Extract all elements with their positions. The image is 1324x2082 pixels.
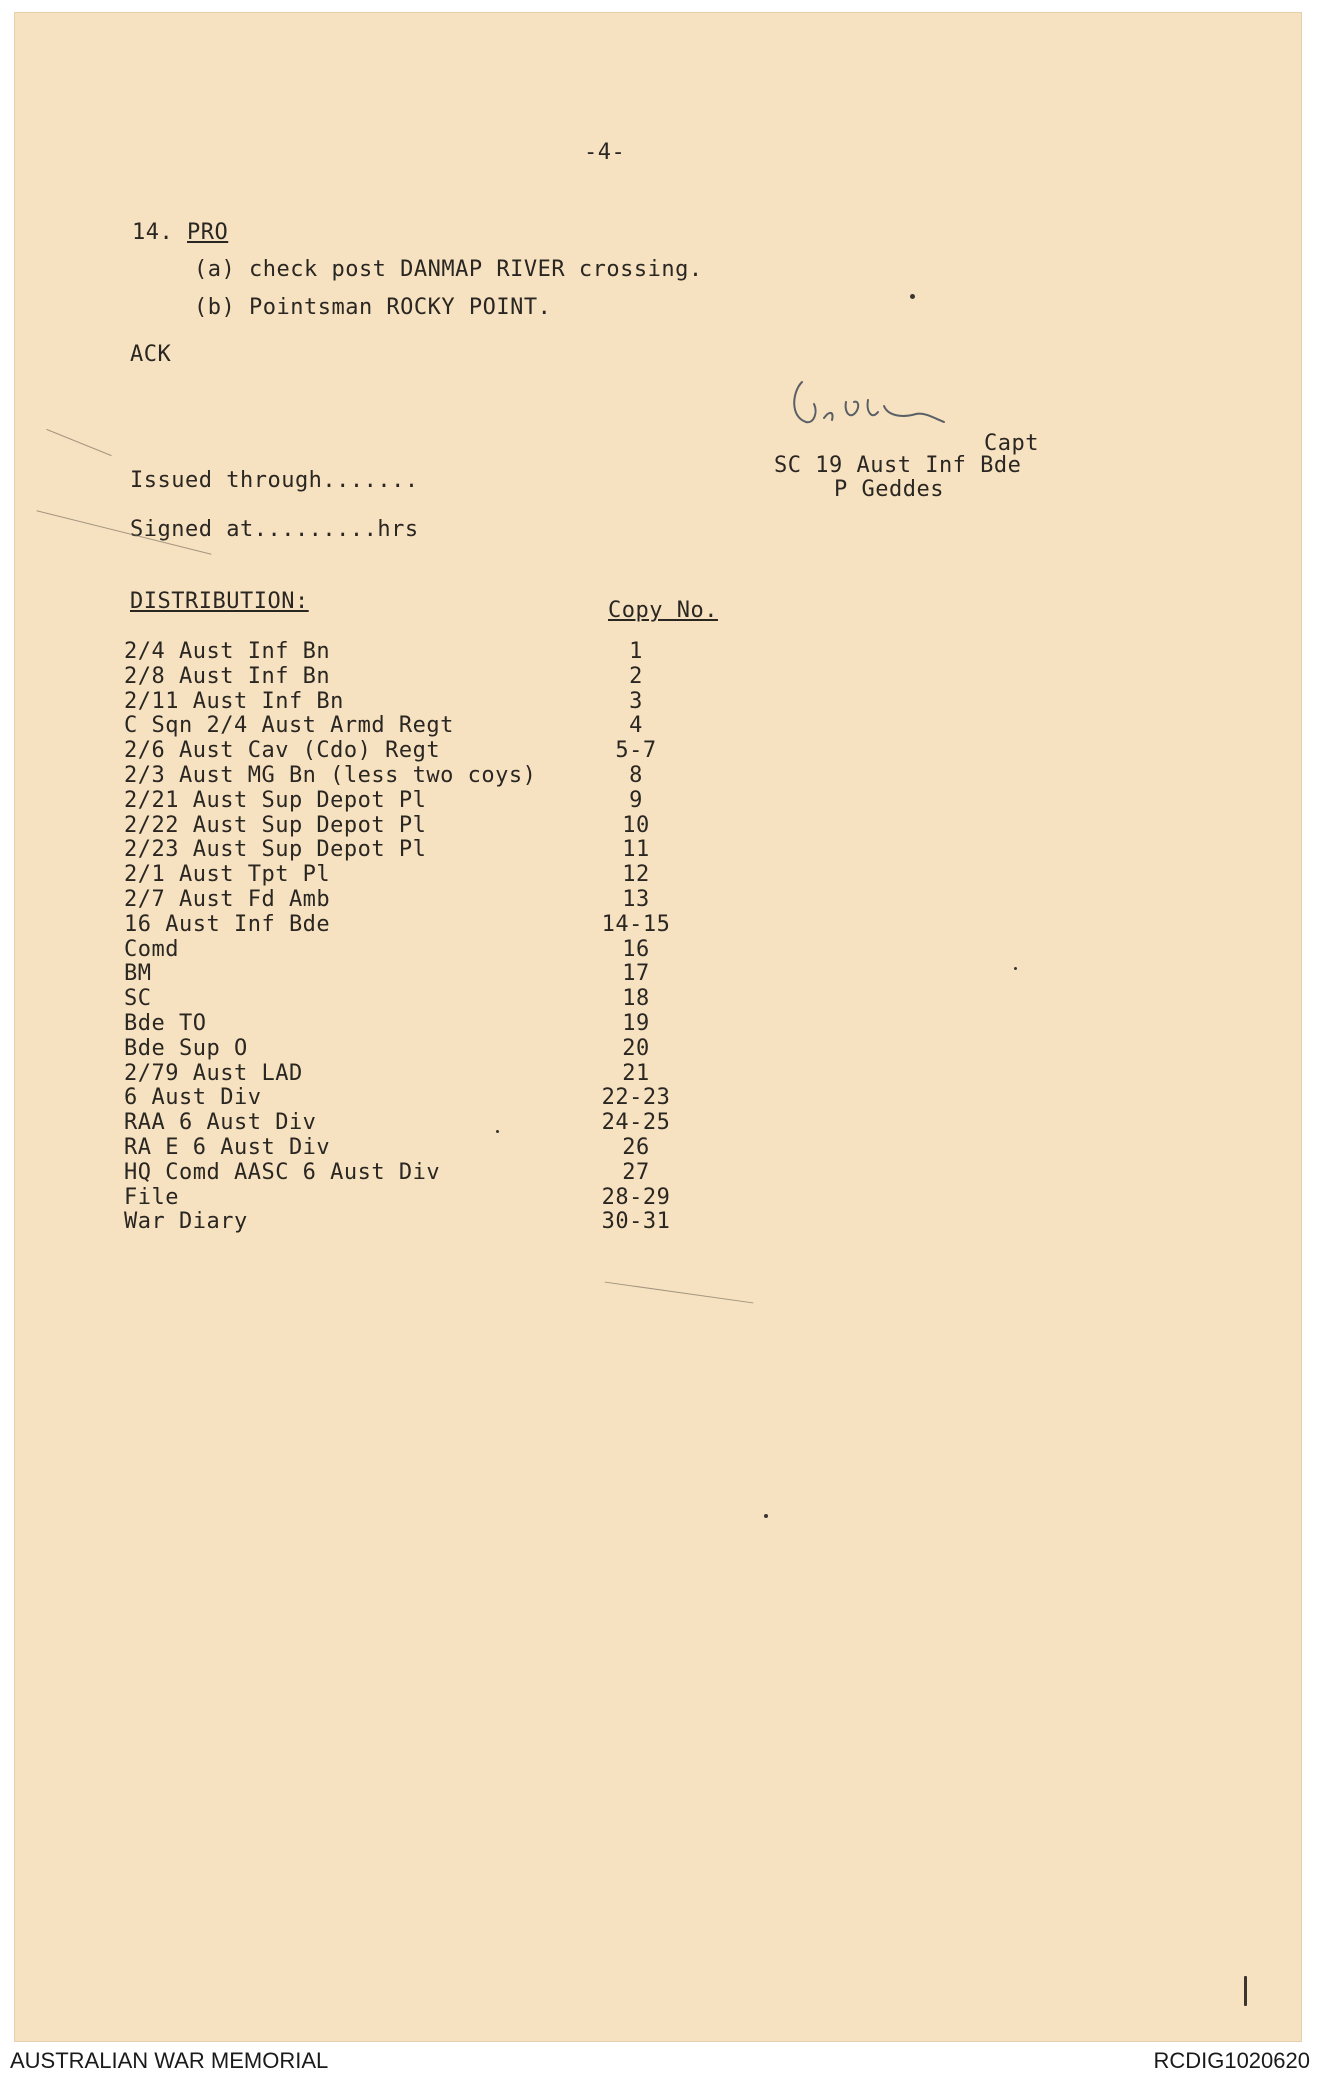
copy-number: 4 — [629, 713, 643, 739]
distribution-row — [124, 1085, 744, 1110]
footer-record-id: RCDIG1020620 — [1153, 2048, 1310, 2073]
distribution-row — [124, 961, 744, 986]
distribution-row — [124, 1110, 744, 1135]
copy-number: 22-23 — [601, 1085, 671, 1111]
distribution-row — [124, 862, 744, 887]
distribution-unit: 6 Aust Div — [124, 1085, 262, 1111]
distribution-unit: BM — [124, 961, 152, 987]
section-heading — [132, 220, 228, 245]
distribution-unit: SC — [124, 986, 152, 1012]
distribution-unit: 2/21 Aust Sup Depot Pl — [124, 787, 427, 813]
distribution-unit: Bde TO — [124, 1010, 207, 1036]
page-number: -4- — [584, 140, 626, 165]
copy-number: 18 — [622, 986, 650, 1012]
copy-number: 10 — [622, 812, 650, 838]
section-item-a: (a) check post DANMAP RIVER crossing. — [194, 257, 703, 282]
distribution-unit: C Sqn 2/4 Aust Armd Regt — [124, 713, 454, 739]
distribution-unit: 2/7 Aust Fd Amb — [124, 886, 331, 912]
distribution-row — [124, 713, 744, 738]
distribution-unit: HQ Comd AASC 6 Aust Div — [124, 1159, 441, 1185]
document-page — [14, 12, 1302, 2042]
copy-number: 13 — [622, 886, 650, 912]
distribution-row — [124, 937, 744, 962]
distribution-row — [124, 1209, 744, 1234]
footer-source: AUSTRALIAN WAR MEMORIAL — [10, 2048, 329, 2073]
signature-rank: Capt — [984, 431, 1039, 456]
distribution-row — [124, 689, 744, 714]
distribution-row — [124, 1135, 744, 1160]
distribution-unit: 2/3 Aust MG Bn (less two coys) — [124, 762, 537, 788]
distribution-row — [124, 639, 744, 664]
ack-line: ACK — [130, 342, 172, 367]
copy-number: 30-31 — [601, 1209, 671, 1235]
copy-number: 1 — [629, 639, 643, 664]
section-number: 14. — [132, 220, 174, 245]
distribution-row — [124, 1061, 744, 1086]
distribution-heading: DISTRIBUTION: — [130, 589, 309, 614]
distribution-row — [124, 887, 744, 912]
distribution-list — [124, 639, 744, 1234]
distribution-unit: 2/6 Aust Cav (Cdo) Regt — [124, 738, 441, 764]
distribution-row — [124, 813, 744, 838]
distribution-unit: 2/1 Aust Tpt Pl — [124, 862, 331, 888]
copy-number: 3 — [629, 688, 643, 714]
distribution-row — [124, 1011, 744, 1036]
distribution-row — [124, 912, 744, 937]
copy-number: 28-29 — [601, 1184, 671, 1210]
handwritten-signature — [784, 372, 984, 442]
section-label: PRO — [187, 220, 229, 245]
distribution-row — [124, 1036, 744, 1061]
copy-number: 19 — [622, 1010, 650, 1036]
copy-number: 26 — [622, 1134, 650, 1160]
distribution-unit: 2/4 Aust Inf Bn — [124, 639, 331, 664]
distribution-unit: 2/23 Aust Sup Depot Pl — [124, 837, 427, 863]
signature-name: P Geddes — [834, 477, 944, 502]
distribution-unit: RA E 6 Aust Div — [124, 1134, 331, 1160]
copy-number: 17 — [622, 961, 650, 987]
section-item-b: (b) Pointsman ROCKY POINT. — [194, 295, 552, 320]
distribution-unit: 2/8 Aust Inf Bn — [124, 663, 331, 689]
paper-mark — [1014, 967, 1017, 970]
distribution-row — [124, 1160, 744, 1185]
distribution-row — [124, 788, 744, 813]
copy-number: 16 — [622, 936, 650, 962]
distribution-unit: RAA 6 Aust Div — [124, 1110, 317, 1136]
issued-through-line: Issued through....... — [130, 468, 419, 493]
distribution-unit: 2/11 Aust Inf Bn — [124, 688, 344, 714]
copy-number: 2 — [629, 663, 643, 689]
copy-number: 8 — [629, 762, 643, 788]
paper-mark — [496, 1130, 499, 1133]
copy-number: 12 — [622, 862, 650, 888]
paper-mark — [1244, 1976, 1247, 2006]
copy-number: 20 — [622, 1035, 650, 1061]
paper-mark — [605, 1282, 754, 1304]
copy-number: 11 — [622, 837, 650, 863]
paper-mark — [46, 429, 111, 456]
paper-mark — [764, 1514, 768, 1518]
copy-number: 5-7 — [615, 738, 657, 764]
distribution-unit: 2/79 Aust LAD — [124, 1060, 303, 1086]
signature-role: SC 19 Aust Inf Bde — [774, 453, 1022, 478]
copy-number: 27 — [622, 1159, 650, 1185]
copy-number: 9 — [629, 787, 643, 813]
copy-number: 21 — [622, 1060, 650, 1086]
distribution-row — [124, 664, 744, 689]
copy-number: 14-15 — [601, 911, 671, 937]
distribution-unit: File — [124, 1184, 179, 1210]
distribution-row — [124, 763, 744, 788]
paper-mark — [910, 294, 915, 299]
distribution-unit: 2/22 Aust Sup Depot Pl — [124, 812, 427, 838]
copy-number: 24-25 — [601, 1110, 671, 1136]
distribution-unit: 16 Aust Inf Bde — [124, 911, 331, 937]
distribution-row — [124, 837, 744, 862]
distribution-unit: Comd — [124, 936, 179, 962]
signed-at-line: Signed at.........hrs — [130, 517, 419, 542]
distribution-row — [124, 738, 744, 763]
distribution-unit: War Diary — [124, 1209, 248, 1235]
copy-number-heading: Copy No. — [608, 598, 718, 623]
distribution-unit: Bde Sup O — [124, 1035, 248, 1061]
distribution-row — [124, 1185, 744, 1210]
distribution-row — [124, 986, 744, 1011]
